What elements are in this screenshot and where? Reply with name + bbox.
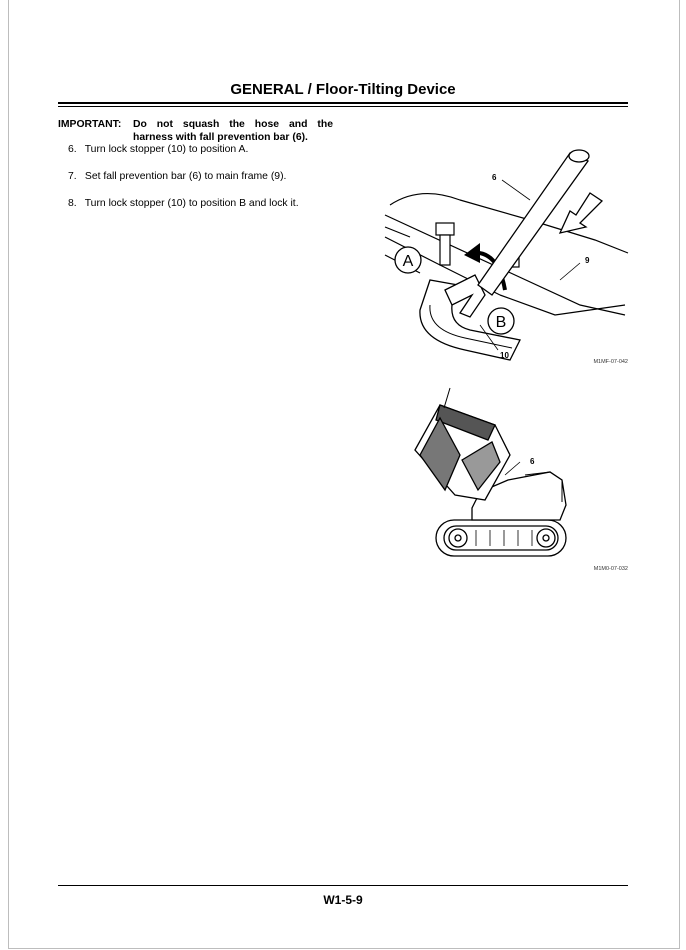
important-label: IMPORTANT: xyxy=(58,119,122,130)
step-text: Turn lock stopper (10) to position A. xyxy=(84,144,249,155)
important-text-line2: harness with fall prevention bar (6). xyxy=(133,132,308,143)
figure-code: M1MF-07-042 xyxy=(593,359,628,365)
footer-rule xyxy=(58,885,628,886)
page-title: GENERAL / Floor-Tilting Device xyxy=(230,81,456,98)
crawler-track xyxy=(436,520,566,556)
direction-arrow xyxy=(560,193,602,233)
step-number: 7. xyxy=(68,171,77,182)
callout-10: 10 xyxy=(500,351,509,360)
figure-code: M1M0-07-032 xyxy=(593,566,628,572)
step-number: 8. xyxy=(68,198,77,209)
step-7 xyxy=(68,171,286,182)
callout-6: 6 xyxy=(530,457,535,466)
callout-9: 9 xyxy=(585,256,590,265)
important-text-line1: Do not squash the hose and the xyxy=(133,119,333,130)
title-rule xyxy=(58,102,628,104)
excavator-illustration xyxy=(400,380,630,575)
step-text: Turn lock stopper (10) to position B and lock it. xyxy=(84,198,299,209)
lock-stopper-illustration xyxy=(380,145,630,370)
step-6 xyxy=(68,144,248,155)
step-number: 6. xyxy=(68,144,77,155)
title-rule-thin xyxy=(58,106,628,107)
position-a-label: A xyxy=(402,253,414,270)
callout-6: 6 xyxy=(492,173,497,182)
position-b-label: B xyxy=(495,314,507,331)
page-number: W1-5-9 xyxy=(323,893,363,907)
step-text: Set fall prevention bar (6) to main frame (9). xyxy=(84,171,287,182)
step-8 xyxy=(68,198,299,209)
